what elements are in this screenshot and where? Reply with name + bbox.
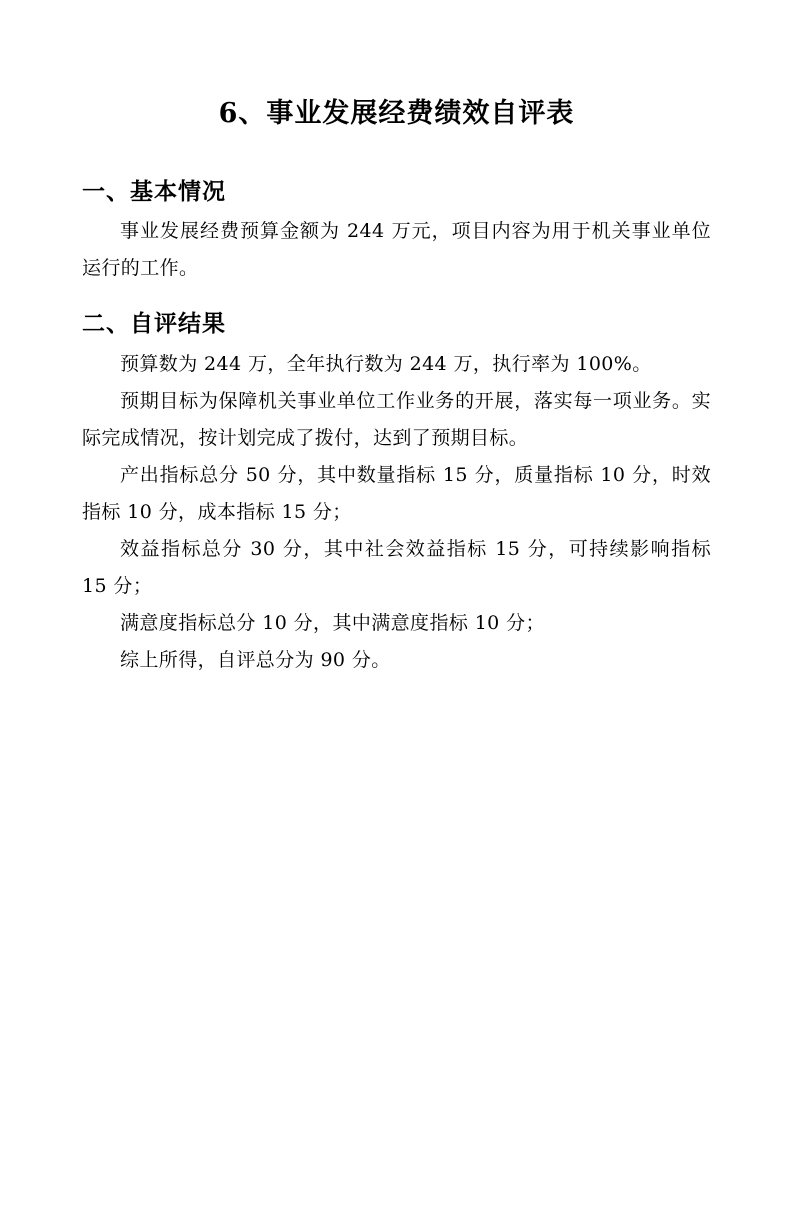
paragraph-basic-info-1: 事业发展经费预算金额为 244 万元，项目内容为用于机关事业单位运行的工作。 [82, 220, 711, 280]
paragraph-self-assessment-2: 预期目标为保障机关事业单位工作业务的开展，落实每一项业务。实际完成情况，按计划完成了拨付，达到了预期目标。 [82, 389, 711, 449]
paragraph-self-assessment-4: 效益指标总分 30 分，其中社会效益指标 15 分，可持续影响指标 15 分； [82, 538, 711, 598]
section-heading-basic-info: 一、基本情况 [82, 177, 226, 205]
paragraph-self-assessment-1: 预算数为 244 万，全年执行数为 244 万，执行率为 100%。 [120, 352, 652, 375]
page-title: 6、事业发展经费绩效自评表 [218, 98, 575, 129]
document-page [0, 95, 793, 1217]
section-heading-self-assessment: 二、自评结果 [82, 310, 226, 338]
paragraph-self-assessment-6: 综上所得，自评总分为 90 分。 [120, 649, 391, 672]
paragraph-self-assessment-3: 产出指标总分 50 分，其中数量指标 15 分，质量指标 10 分，时效指标 10 分，成本指标 15 分； [82, 464, 711, 524]
paragraph-self-assessment-5: 满意度指标总分 10 分，其中满意度指标 10 分； [120, 612, 545, 635]
